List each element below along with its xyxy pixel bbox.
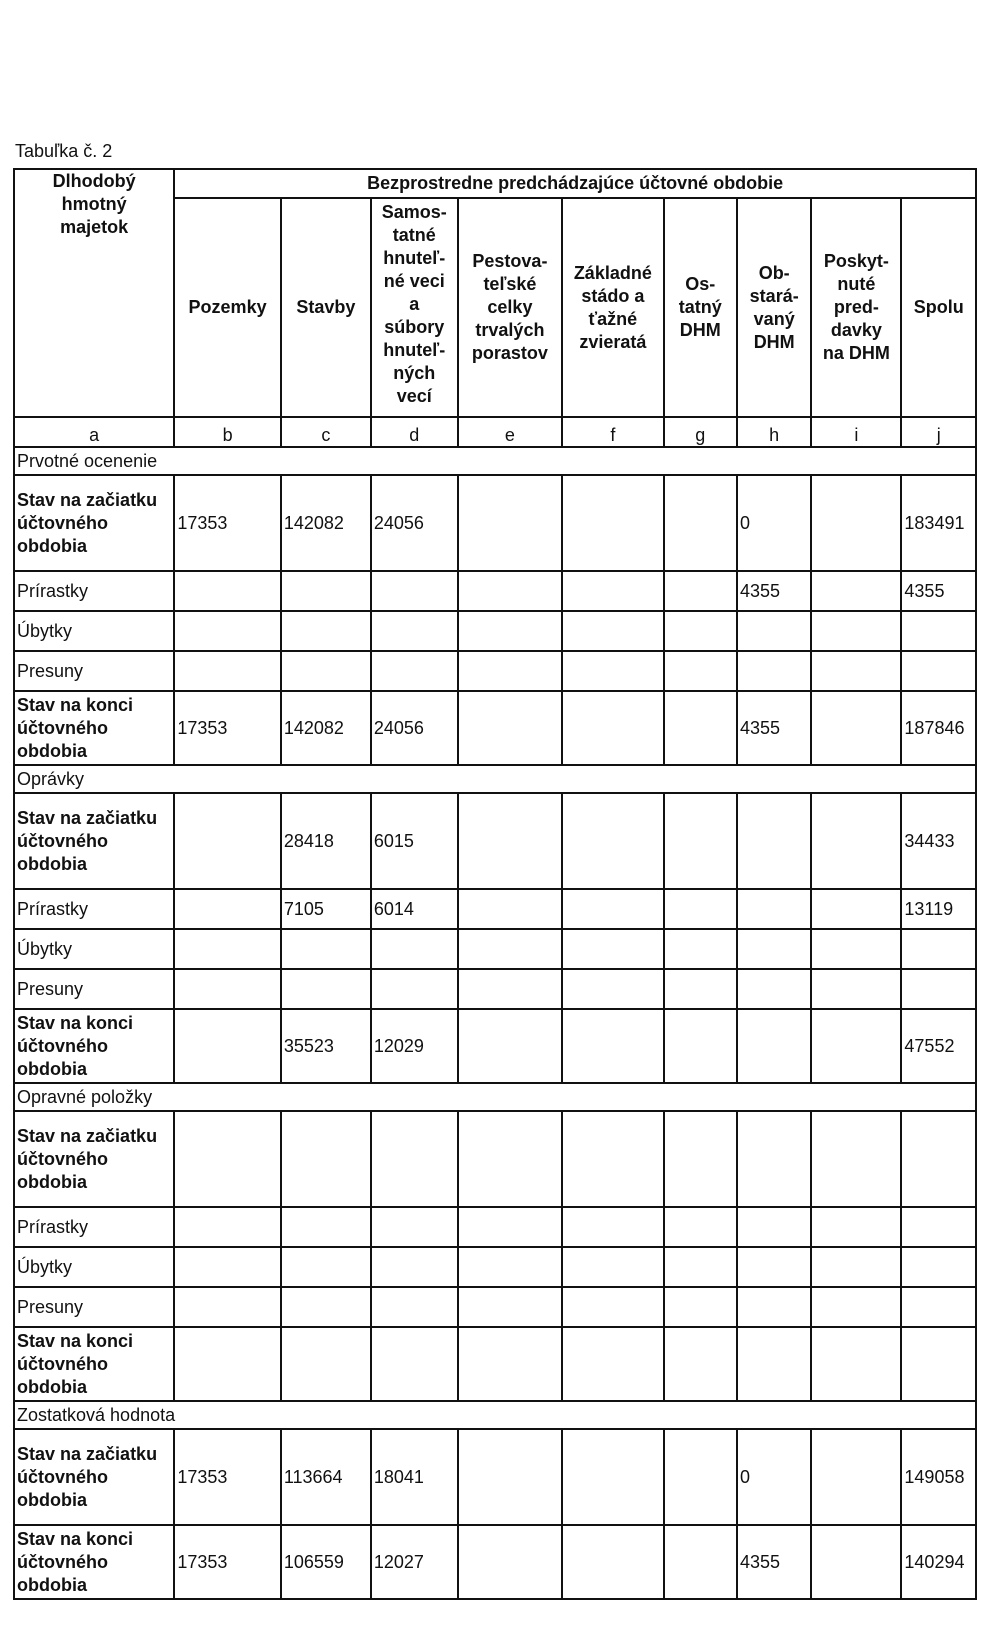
column-letter: j: [901, 417, 976, 447]
column-letter: b: [174, 417, 281, 447]
row-label: Stav na začiatku účtovného obdobia: [14, 475, 174, 571]
table-row: [14, 1429, 976, 1525]
table-cell: [562, 571, 663, 611]
table-cell: [901, 1207, 976, 1247]
table-cell: [737, 929, 811, 969]
table-cell: [371, 969, 458, 1009]
row-label: Úbytky: [14, 611, 174, 651]
row-label: Úbytky: [14, 1247, 174, 1287]
table-cell: [737, 651, 811, 691]
table-cell: [664, 969, 737, 1009]
table-cell: [664, 1327, 737, 1401]
table-cell: [174, 1207, 281, 1247]
row-label: Presuny: [14, 969, 174, 1009]
table-cell: [664, 1429, 737, 1525]
table-row: [14, 1009, 976, 1083]
table-cell: [811, 651, 901, 691]
header-col-pestovatelske-celky: Pestova-teľské celky trvalých porastov: [458, 198, 562, 417]
header-col-ostatny-dhm: Os-tatný DHM: [664, 198, 737, 417]
row-label: Stav na konci účtovného obdobia: [14, 1525, 174, 1599]
header-first-col: Dlhodobý hmotný majetok: [14, 169, 174, 417]
table-cell: [281, 969, 371, 1009]
table-cell: [737, 611, 811, 651]
table-cell: [737, 889, 811, 929]
table-row: [14, 1207, 976, 1247]
table-cell: [664, 651, 737, 691]
table-row: [14, 1525, 976, 1599]
table-cell: 47552: [901, 1009, 976, 1083]
table-cell: [562, 475, 663, 571]
table-cell: [371, 651, 458, 691]
table-cell: [664, 929, 737, 969]
table-cell: 12027: [371, 1525, 458, 1599]
table-cell: [281, 571, 371, 611]
table-cell: 142082: [281, 475, 371, 571]
table-row: [14, 969, 976, 1009]
table-cell: [281, 1247, 371, 1287]
header-col-samostatne-hnutelne-veci: Samos-tatné hnuteľ-né veci a súbory hnuteľ-ných vecí: [371, 198, 458, 417]
header-col-zakladne-stado: Základné stádo a ťažné zvieratá: [562, 198, 663, 417]
table-cell: [562, 1247, 663, 1287]
table-cell: [458, 1247, 562, 1287]
section-title: Opravné položky: [14, 1083, 976, 1111]
table-cell: [664, 1009, 737, 1083]
table-cell: [811, 1207, 901, 1247]
table-cell: 13119: [901, 889, 976, 929]
table-cell: [901, 929, 976, 969]
table-cell: [174, 1247, 281, 1287]
table-cell: 183491: [901, 475, 976, 571]
table-cell: [811, 1111, 901, 1207]
table-cell: 17353: [174, 1429, 281, 1525]
table-cell: [664, 611, 737, 651]
table-cell: [562, 969, 663, 1009]
table-cell: [458, 1207, 562, 1247]
table-cell: [562, 1207, 663, 1247]
table-cell: 4355: [737, 1525, 811, 1599]
table-caption: Tabuľka č. 2: [15, 141, 113, 161]
table-cell: [664, 1111, 737, 1207]
table-cell: [458, 929, 562, 969]
row-label: Presuny: [14, 1287, 174, 1327]
table-row: [14, 793, 976, 889]
table-cell: 12029: [371, 1009, 458, 1083]
row-label: Stav na začiatku účtovného obdobia: [14, 1429, 174, 1525]
table-cell: [664, 1287, 737, 1327]
table-cell: [562, 611, 663, 651]
table-cell: 24056: [371, 691, 458, 765]
table-cell: [458, 889, 562, 929]
table-cell: 28418: [281, 793, 371, 889]
table-row: [14, 1111, 976, 1207]
section-title: Oprávky: [14, 765, 976, 793]
table-cell: [458, 1327, 562, 1401]
table-cell: [664, 1207, 737, 1247]
header-group: Bezprostredne predchádzajúce účtovné obdobie: [174, 169, 976, 198]
table-cell: [562, 1009, 663, 1083]
table-cell: [737, 1287, 811, 1327]
table-cell: [281, 611, 371, 651]
table-cell: 18041: [371, 1429, 458, 1525]
table-row: [14, 929, 976, 969]
table-cell: [737, 1111, 811, 1207]
section-title: Zostatková hodnota: [14, 1401, 976, 1429]
table-cell: [174, 1111, 281, 1207]
row-label: Stav na konci účtovného obdobia: [14, 1009, 174, 1083]
table-cell: [371, 929, 458, 969]
table-cell: [811, 571, 901, 611]
table-cell: [811, 1525, 901, 1599]
table-cell: [901, 1327, 976, 1401]
table-cell: 0: [737, 1429, 811, 1525]
table-cell: [458, 611, 562, 651]
table-cell: [458, 691, 562, 765]
section-header-row: [14, 447, 976, 475]
table-cell: [562, 929, 663, 969]
table-cell: 140294: [901, 1525, 976, 1599]
row-label: Stav na konci účtovného obdobia: [14, 1327, 174, 1401]
table-cell: [737, 969, 811, 1009]
table-cell: [901, 651, 976, 691]
table-cell: [281, 929, 371, 969]
table-cell: [174, 969, 281, 1009]
table-cell: 7105: [281, 889, 371, 929]
table-body: [14, 447, 976, 1599]
table-cell: [174, 611, 281, 651]
table-cell: 106559: [281, 1525, 371, 1599]
table-cell: 34433: [901, 793, 976, 889]
table-cell: [371, 571, 458, 611]
header-col-obstaravany-dhm: Ob-stará-vaný DHM: [737, 198, 811, 417]
section-title: Prvotné ocenenie: [14, 447, 976, 475]
table-row: [14, 475, 976, 571]
table-cell: [901, 1111, 976, 1207]
table-cell: [664, 889, 737, 929]
row-label: Stav na začiatku účtovného obdobia: [14, 793, 174, 889]
column-letters-row: [14, 417, 976, 447]
column-letter: i: [811, 417, 901, 447]
table-cell: 187846: [901, 691, 976, 765]
table-cell: [811, 691, 901, 765]
table-cell: [811, 1429, 901, 1525]
table-cell: [562, 793, 663, 889]
table-cell: 17353: [174, 475, 281, 571]
table-cell: [737, 793, 811, 889]
column-letter: e: [458, 417, 562, 447]
table-cell: [901, 969, 976, 1009]
table-cell: [811, 1247, 901, 1287]
table-cell: 17353: [174, 691, 281, 765]
table-cell: 24056: [371, 475, 458, 571]
table-cell: [458, 1287, 562, 1327]
table-row: [14, 691, 976, 765]
table-cell: [174, 571, 281, 611]
table-cell: 0: [737, 475, 811, 571]
table-cell: [371, 1207, 458, 1247]
table-cell: [664, 475, 737, 571]
table-cell: [664, 793, 737, 889]
column-letter: c: [281, 417, 371, 447]
table-cell: 4355: [901, 571, 976, 611]
table-cell: [458, 1429, 562, 1525]
table-cell: [562, 651, 663, 691]
table-cell: 35523: [281, 1009, 371, 1083]
table-cell: [562, 1287, 663, 1327]
row-label: Stav na začiatku účtovného obdobia: [14, 1111, 174, 1207]
table-cell: [664, 571, 737, 611]
table-cell: [562, 889, 663, 929]
table-cell: [737, 1327, 811, 1401]
table-cell: [174, 929, 281, 969]
table-cell: [371, 1111, 458, 1207]
table-cell: [281, 1111, 371, 1207]
header-col-spolu: Spolu: [901, 198, 976, 417]
column-letter: a: [14, 417, 174, 447]
row-label: Úbytky: [14, 929, 174, 969]
table-cell: [901, 611, 976, 651]
table-cell: 4355: [737, 691, 811, 765]
table-cell: [174, 793, 281, 889]
table-cell: [174, 1009, 281, 1083]
header-col-stavby: Stavby: [281, 198, 371, 417]
table-cell: [281, 1287, 371, 1327]
table-cell: [811, 969, 901, 1009]
table-row: [14, 1287, 976, 1327]
header-col-poskytnute-preddavky: Poskyt-nuté pred-davky na DHM: [811, 198, 901, 417]
table-cell: [811, 793, 901, 889]
table-cell: [811, 1287, 901, 1327]
table-cell: 142082: [281, 691, 371, 765]
row-label: Presuny: [14, 651, 174, 691]
column-letter: d: [371, 417, 458, 447]
table-cell: [281, 1327, 371, 1401]
section-header-row: [14, 1401, 976, 1429]
dhm-table: [13, 168, 977, 1600]
table-cell: [458, 1111, 562, 1207]
table-cell: [371, 1327, 458, 1401]
table-cell: [811, 1009, 901, 1083]
table-cell: [174, 889, 281, 929]
table-cell: [458, 571, 562, 611]
table-cell: [664, 691, 737, 765]
table-row: [14, 651, 976, 691]
table-cell: [811, 611, 901, 651]
table-cell: [458, 475, 562, 571]
table-cell: 149058: [901, 1429, 976, 1525]
table-cell: [562, 1429, 663, 1525]
table-cell: 17353: [174, 1525, 281, 1599]
table-cell: [811, 1327, 901, 1401]
table-cell: [174, 651, 281, 691]
column-letter: h: [737, 417, 811, 447]
table-cell: [562, 1111, 663, 1207]
table-cell: [811, 929, 901, 969]
table-cell: 6015: [371, 793, 458, 889]
table-cell: [458, 651, 562, 691]
table-cell: [281, 1207, 371, 1247]
table-cell: [562, 1327, 663, 1401]
row-label: Stav na konci účtovného obdobia: [14, 691, 174, 765]
row-label: Prírastky: [14, 571, 174, 611]
header-col-pozemky: Pozemky: [174, 198, 281, 417]
table-cell: [458, 1009, 562, 1083]
table-row: [14, 889, 976, 929]
row-label: Prírastky: [14, 889, 174, 929]
table-cell: [562, 1525, 663, 1599]
table-cell: [281, 651, 371, 691]
table-cell: [371, 1287, 458, 1327]
table-cell: [664, 1525, 737, 1599]
table-cell: [371, 611, 458, 651]
table-cell: [811, 889, 901, 929]
table-cell: 113664: [281, 1429, 371, 1525]
table-cell: 6014: [371, 889, 458, 929]
table-row: [14, 571, 976, 611]
table-cell: [562, 691, 663, 765]
table-row: [14, 611, 976, 651]
table-cell: [458, 969, 562, 1009]
table-cell: [458, 793, 562, 889]
table-cell: [458, 1525, 562, 1599]
table-cell: [901, 1247, 976, 1287]
table-cell: [737, 1207, 811, 1247]
table-row: [14, 1327, 976, 1401]
table-cell: [664, 1247, 737, 1287]
column-letter: f: [562, 417, 663, 447]
table-cell: [811, 475, 901, 571]
table-cell: [737, 1009, 811, 1083]
section-header-row: [14, 765, 976, 793]
table-cell: [174, 1287, 281, 1327]
row-label: Prírastky: [14, 1207, 174, 1247]
table-cell: [737, 1247, 811, 1287]
table-cell: [371, 1247, 458, 1287]
section-header-row: [14, 1083, 976, 1111]
column-letter: g: [664, 417, 737, 447]
table-cell: 4355: [737, 571, 811, 611]
table-row: [14, 1247, 976, 1287]
table-cell: [174, 1327, 281, 1401]
table-cell: [901, 1287, 976, 1327]
